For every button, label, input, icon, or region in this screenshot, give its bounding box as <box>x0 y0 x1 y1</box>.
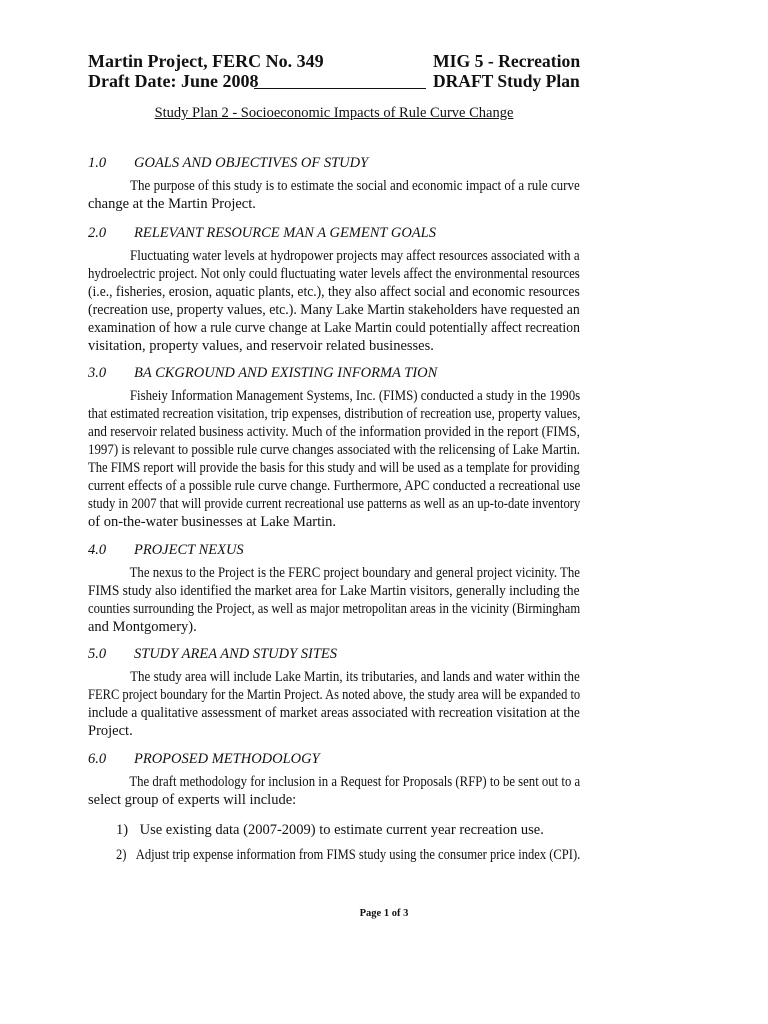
draft-date-label: Draft Date: June 2008 <box>88 71 259 91</box>
text-line: visitation, property values, and reservoir related businesses. <box>88 338 434 354</box>
text-line: FERC project boundary for the Martin Project. As noted above, the study area will be expanded to <box>88 687 581 703</box>
text-line: Fluctuating water levels at hydropower projects may affect resources associated with a <box>130 248 580 264</box>
section-title: STUDY AREA AND STUDY SITES <box>134 646 338 662</box>
text-line: change at the Martin Project. <box>88 196 256 212</box>
text-line: The purpose of this study is to estimate the social and economic impact of a rule curve <box>130 178 580 194</box>
study-plan-title: Study Plan 2 - Socioeconomic Impacts of Rule Curve Change <box>154 105 514 121</box>
section-number: 4.0 <box>88 542 107 558</box>
text-line: Fisheiy Information Management Systems, Inc. (FIMS) conducted a study in the 1990s <box>129 388 581 404</box>
text-line: The FIMS report will provide the basis for this study and will be used as a template for providing <box>88 460 580 476</box>
text-line: and reservoir related business activity. Much of the information provided in the report (FIMS, <box>88 424 580 440</box>
text-line: The study area will include Lake Martin, its tributaries, and lands and water within the <box>130 669 580 685</box>
text-line: Project. <box>88 723 133 739</box>
text-line: current effects of a possible rule curve change. Furthermore, APC conducted a recreational use <box>88 478 581 494</box>
mig-label: MIG 5 - Recreation <box>433 51 581 71</box>
section-body-4 <box>88 564 580 636</box>
text-line: and Montgomery). <box>88 619 197 635</box>
text-line: The draft methodology for inclusion in a Request for Proposals (RFP) to be sent out to a <box>129 774 581 790</box>
project-label: Martin Project, FERC No. 349 <box>88 51 324 71</box>
list-item-number: 2) <box>116 847 127 863</box>
text-line: hydroelectric project. Not only could fluctuating water levels affect the environmental resources <box>88 266 580 282</box>
text-line: study in 2007 that will provide current recreational use patterns as well as an up-to-date inventory <box>88 496 581 512</box>
list-item-text: Adjust trip expense information from FIMS study using the consumer price index (CPI). <box>135 847 581 863</box>
text-line: select group of experts will include: <box>88 792 297 808</box>
section-number: 1.0 <box>88 155 107 171</box>
text-line: The nexus to the Project is the FERC project boundary and general project vicinity. The <box>129 565 580 581</box>
doc-type-label: DRAFT Study Plan <box>433 71 580 91</box>
section-body-5 <box>88 668 580 740</box>
list-item-text: Use existing data (2007-2009) to estimate current year recreation use. <box>139 822 544 838</box>
section-number: 6.0 <box>88 751 107 767</box>
text-line: counties surrounding the Project, as well as major metropolitan areas in the vicinity (Birmingham <box>88 601 581 617</box>
text-line: of on-the-water businesses at Lake Martin. <box>88 514 337 530</box>
section-body-1 <box>88 177 580 213</box>
list-item-number: 1) <box>116 822 129 838</box>
text-line: examination of how a rule curve change at Lake Martin could potentially affect recreation <box>88 320 580 336</box>
list-item <box>116 821 544 839</box>
text-line: FIMS study also identified the market area for Lake Martin visitors, generally including the <box>88 583 580 599</box>
text-line: 1997) is relevant to possible rule curve changes associated with the relicensing of Lake Martin. <box>88 442 581 458</box>
section-title: GOALS AND OBJECTIVES OF STUDY <box>134 155 369 171</box>
section-body-3 <box>88 387 580 531</box>
section-title: RELEVANT RESOURCE MAN A GEMENT GOALS <box>134 225 436 241</box>
list-item <box>116 846 580 864</box>
text-line: include a qualitative assessment of market areas associated with recreation visitation at the <box>88 705 580 721</box>
section-number: 3.0 <box>88 365 107 381</box>
section-number: 5.0 <box>88 646 107 662</box>
text-line: (recreation use, property values, etc.). Many Lake Martin stakeholders have requested an <box>88 302 580 318</box>
section-number: 2.0 <box>88 225 107 241</box>
page-number: Page 1 of 3 <box>359 908 409 919</box>
section-body-6 <box>88 773 580 809</box>
text-line: that estimated recreation visitation, trip expenses, distribution of recreation use, property values, <box>88 406 581 422</box>
section-title: PROJECT NEXUS <box>134 542 244 558</box>
section-title: BA CKGROUND AND EXISTING INFORMA TION <box>134 365 438 381</box>
section-body-2 <box>88 247 580 355</box>
text-line: (i.e., fisheries, erosion, aquatic plants, etc.), they also affect social and economic resources <box>88 284 580 300</box>
header-underline <box>254 88 426 89</box>
section-title: PROPOSED METHODOLOGY <box>134 751 320 767</box>
